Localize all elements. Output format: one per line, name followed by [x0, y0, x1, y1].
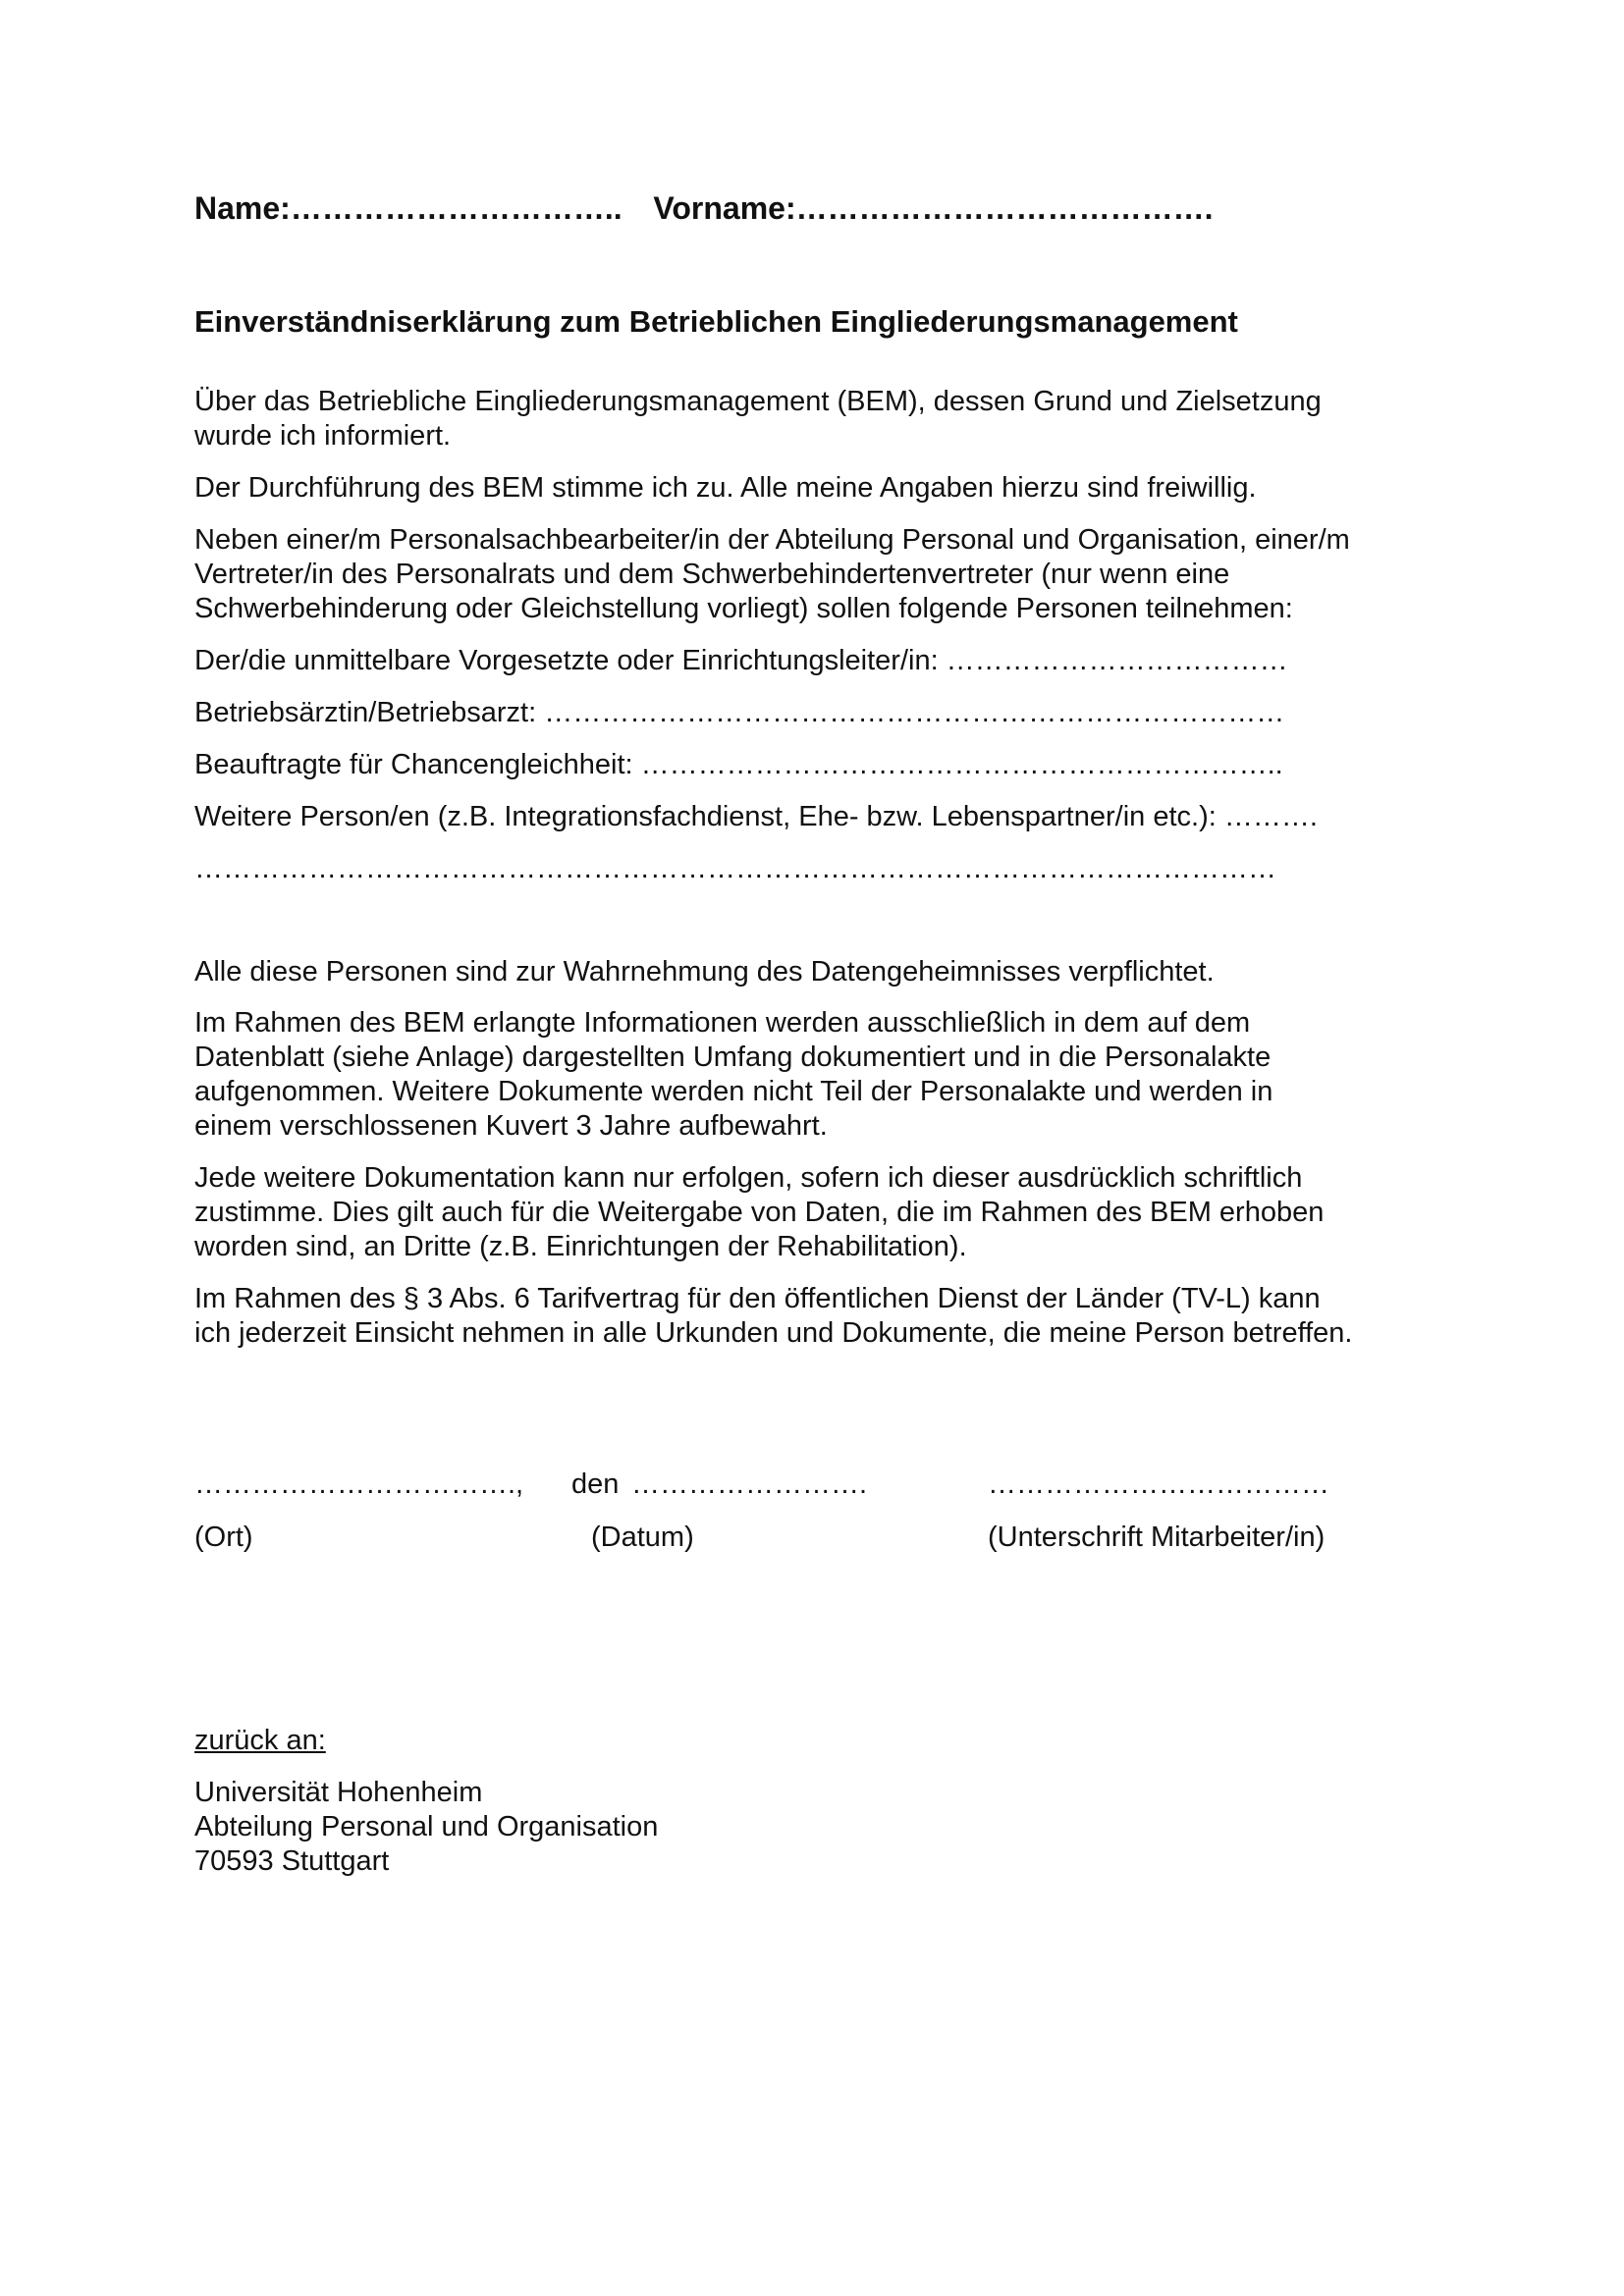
participant-others-continued: ……………………………………………………………………………………………………: [194, 853, 1276, 884]
return-address-line1: Universität Hohenheim: [194, 1777, 483, 1808]
privacy-p2-line3: aufgenommen. Weitere Dokumente werden nicht Teil der Personalakte und werden in: [194, 1076, 1273, 1107]
vorname-label: Vorname:………………………………….: [653, 190, 1214, 226]
intro-p1-line2: wurde ich informiert.: [194, 420, 452, 452]
signature-caption: (Unterschrift Mitarbeiter/in): [988, 1522, 1326, 1553]
intro-p3-line1: Neben einer/m Personalsachbearbeiter/in der Abteilung Personal und Organisation, einer/m: [194, 524, 1350, 556]
participant-doctor: Betriebsärztin/Betriebsarzt: ……………………………………………………………………: [194, 697, 1285, 728]
privacy-p2-line4: einem verschlossenen Kuvert 3 Jahre aufbewahrt.: [194, 1110, 828, 1142]
intro-p2: Der Durchführung des BEM stimme ich zu. Alle meine Angaben hierzu sind freiwillig.: [194, 472, 1257, 504]
name-field: [194, 191, 1213, 226]
date-caption: (Datum): [591, 1522, 694, 1553]
return-label: zurück an:: [194, 1725, 326, 1756]
den-label: den: [571, 1468, 620, 1500]
intro-p1-line1: Über das Betriebliche Eingliederungsmanagement (BEM), dessen Grund und Zielsetzung: [194, 386, 1322, 417]
return-address-line3: 70593 Stuttgart: [194, 1845, 390, 1877]
privacy-p1: Alle diese Personen sind zur Wahrnehmung des Datengeheimnisses verpflichtet.: [194, 956, 1215, 988]
privacy-p2-line2: Datenblatt (siehe Anlage) dargestellten Umfang dokumentiert und in die Personalakte: [194, 1041, 1272, 1073]
name-label: Name:…………………………..: [194, 190, 623, 226]
participant-equality: Beauftragte für Chancengleichheit: …………………………………………………………..: [194, 749, 1283, 780]
participant-supervisor: Der/die unmittelbare Vorgesetzte oder Einrichtungsleiter/in: ………………………………: [194, 645, 1288, 676]
privacy-p3-line1: Jede weitere Dokumentation kann nur erfolgen, sofern ich dieser ausdrücklich schriftlich: [194, 1162, 1303, 1194]
signature-line: ………………………………: [988, 1468, 1329, 1500]
privacy-p2-line1: Im Rahmen des BEM erlangte Informationen werden ausschließlich in dem auf dem: [194, 1007, 1251, 1039]
place-line: …………………………….,: [194, 1468, 524, 1500]
privacy-p4-line2: ich jederzeit Einsicht nehmen in alle Urkunden und Dokumente, die meine Person betreffen.: [194, 1317, 1353, 1349]
document-title: Einverständniserklärung zum Betrieblichen Eingliederungsmanagement: [194, 304, 1238, 339]
privacy-p3-line2: zustimme. Dies gilt auch für die Weitergabe von Daten, die im Rahmen des BEM erhoben: [194, 1197, 1325, 1228]
participant-others: Weitere Person/en (z.B. Integrationsfachdienst, Ehe- bzw. Lebenspartner/in etc.): ……….: [194, 801, 1318, 832]
intro-p3-line3: Schwerbehinderung oder Gleichstellung vorliegt) sollen folgende Personen teilnehmen:: [194, 593, 1293, 624]
date-line: …………………….: [631, 1468, 868, 1500]
return-address-line2: Abteilung Personal und Organisation: [194, 1811, 659, 1842]
privacy-p4-line1: Im Rahmen des § 3 Abs. 6 Tarifvertrag für den öffentlichen Dienst der Länder (TV-L) kann: [194, 1283, 1321, 1314]
privacy-p3-line3: worden sind, an Dritte (z.B. Einrichtungen der Rehabilitation).: [194, 1231, 967, 1262]
intro-p3-line2: Vertreter/in des Personalrats und dem Schwerbehindertenvertreter (nur wenn eine: [194, 559, 1230, 590]
place-caption: (Ort): [194, 1522, 253, 1553]
